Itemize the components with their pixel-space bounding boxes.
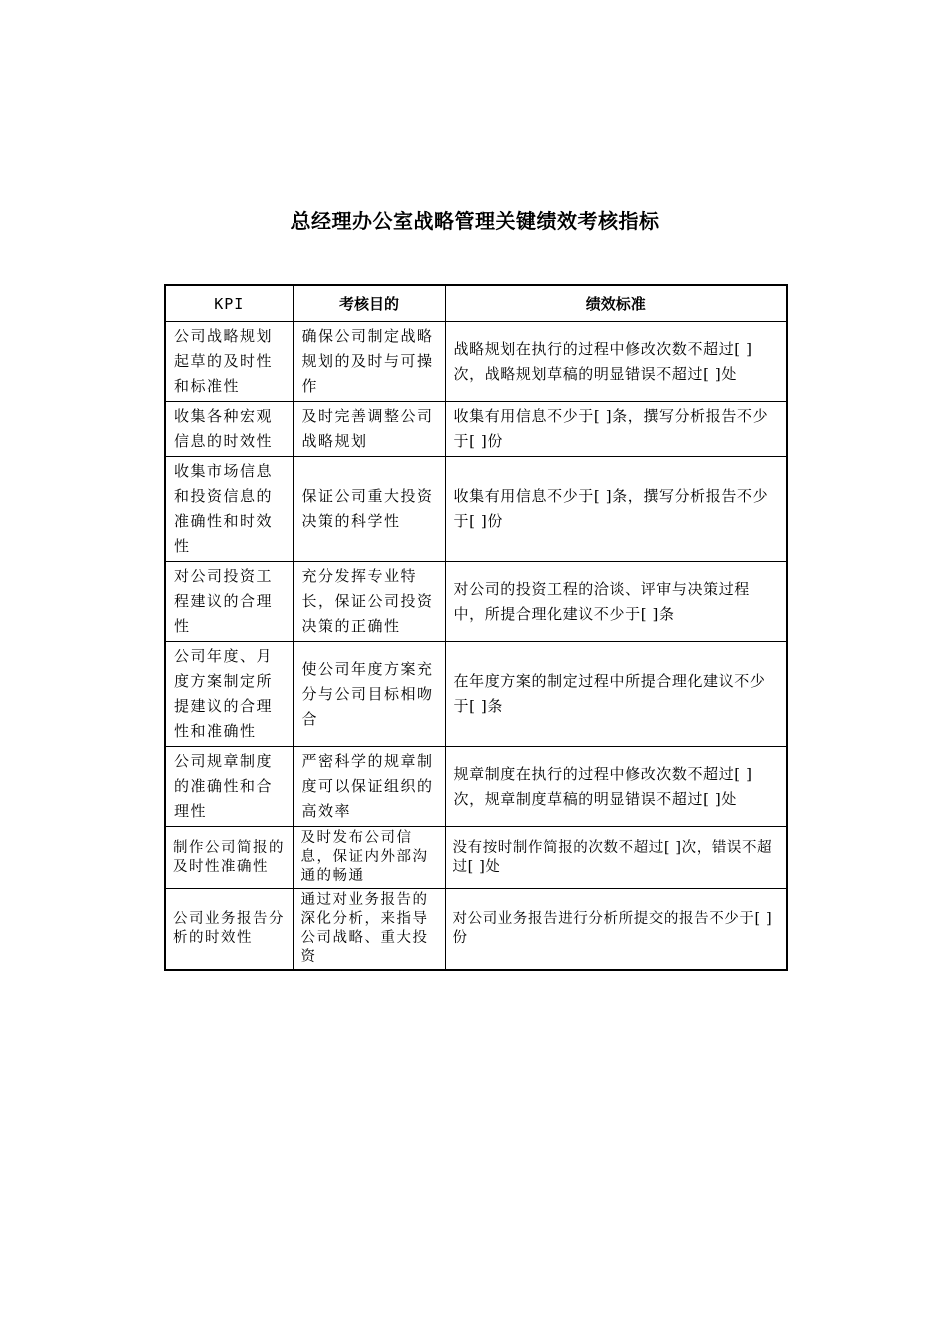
standard-cell: 对公司的投资工程的洽谈、评审与决策过程中，所提合理化建议不少于[ ]条 <box>445 562 787 642</box>
standard-cell: 在年度方案的制定过程中所提合理化建议不少于[ ]条 <box>445 642 787 747</box>
standard-cell: 收集有用信息不少于[ ]条，撰写分析报告不少于[ ]份 <box>445 457 787 562</box>
standard-cell: 对公司业务报告进行分析所提交的报告不少于[ ]份 <box>445 889 787 971</box>
kpi-cell: 制作公司简报的及时性准确性 <box>165 827 293 889</box>
column-header-kpi: KPI <box>165 285 293 322</box>
table-row <box>165 562 787 642</box>
page-title: 总经理办公室战略管理关键绩效考核指标 <box>290 209 660 233</box>
column-header-purpose: 考核目的 <box>293 285 445 322</box>
purpose-cell: 确保公司制定战略规划的及时与可操作 <box>293 322 445 402</box>
table-row <box>165 827 787 889</box>
table-row <box>165 322 787 402</box>
kpi-cell: 公司规章制度的准确性和合理性 <box>165 747 293 827</box>
purpose-cell: 严密科学的规章制度可以保证组织的高效率 <box>293 747 445 827</box>
standard-cell: 收集有用信息不少于[ ]条，撰写分析报告不少于[ ]份 <box>445 402 787 457</box>
purpose-cell: 保证公司重大投资决策的科学性 <box>293 457 445 562</box>
kpi-cell: 收集市场信息和投资信息的准确性和时效性 <box>165 457 293 562</box>
kpi-cell: 公司战略规划起草的及时性和标准性 <box>165 322 293 402</box>
standard-cell: 没有按时制作简报的次数不超过[ ]次，错误不超过[ ]处 <box>445 827 787 889</box>
standard-cell: 战略规划在执行的过程中修改次数不超过[ ]次，战略规划草稿的明显错误不超过[ ]处 <box>445 322 787 402</box>
table-row <box>165 642 787 747</box>
standard-cell: 规章制度在执行的过程中修改次数不超过[ ]次，规章制度草稿的明显错误不超过[ ]处 <box>445 747 787 827</box>
purpose-cell: 通过对业务报告的深化分析，来指导公司战略、重大投资 <box>293 889 445 971</box>
table-row <box>165 402 787 457</box>
purpose-cell: 使公司年度方案充分与公司目标相吻合 <box>293 642 445 747</box>
purpose-cell: 及时发布公司信息，保证内外部沟通的畅通 <box>293 827 445 889</box>
kpi-cell: 公司业务报告分析的时效性 <box>165 889 293 971</box>
kpi-cell: 对公司投资工程建议的合理性 <box>165 562 293 642</box>
table-row <box>165 889 787 971</box>
kpi-cell: 公司年度、月度方案制定所提建议的合理性和准确性 <box>165 642 293 747</box>
table-row <box>165 747 787 827</box>
purpose-cell: 及时完善调整公司战略规划 <box>293 402 445 457</box>
purpose-cell: 充分发挥专业特长，保证公司投资决策的正确性 <box>293 562 445 642</box>
kpi-cell: 收集各种宏观信息的时效性 <box>165 402 293 457</box>
table-header-row <box>165 285 787 322</box>
table-row <box>165 457 787 562</box>
kpi-table <box>164 284 788 971</box>
column-header-standard: 绩效标准 <box>445 285 787 322</box>
